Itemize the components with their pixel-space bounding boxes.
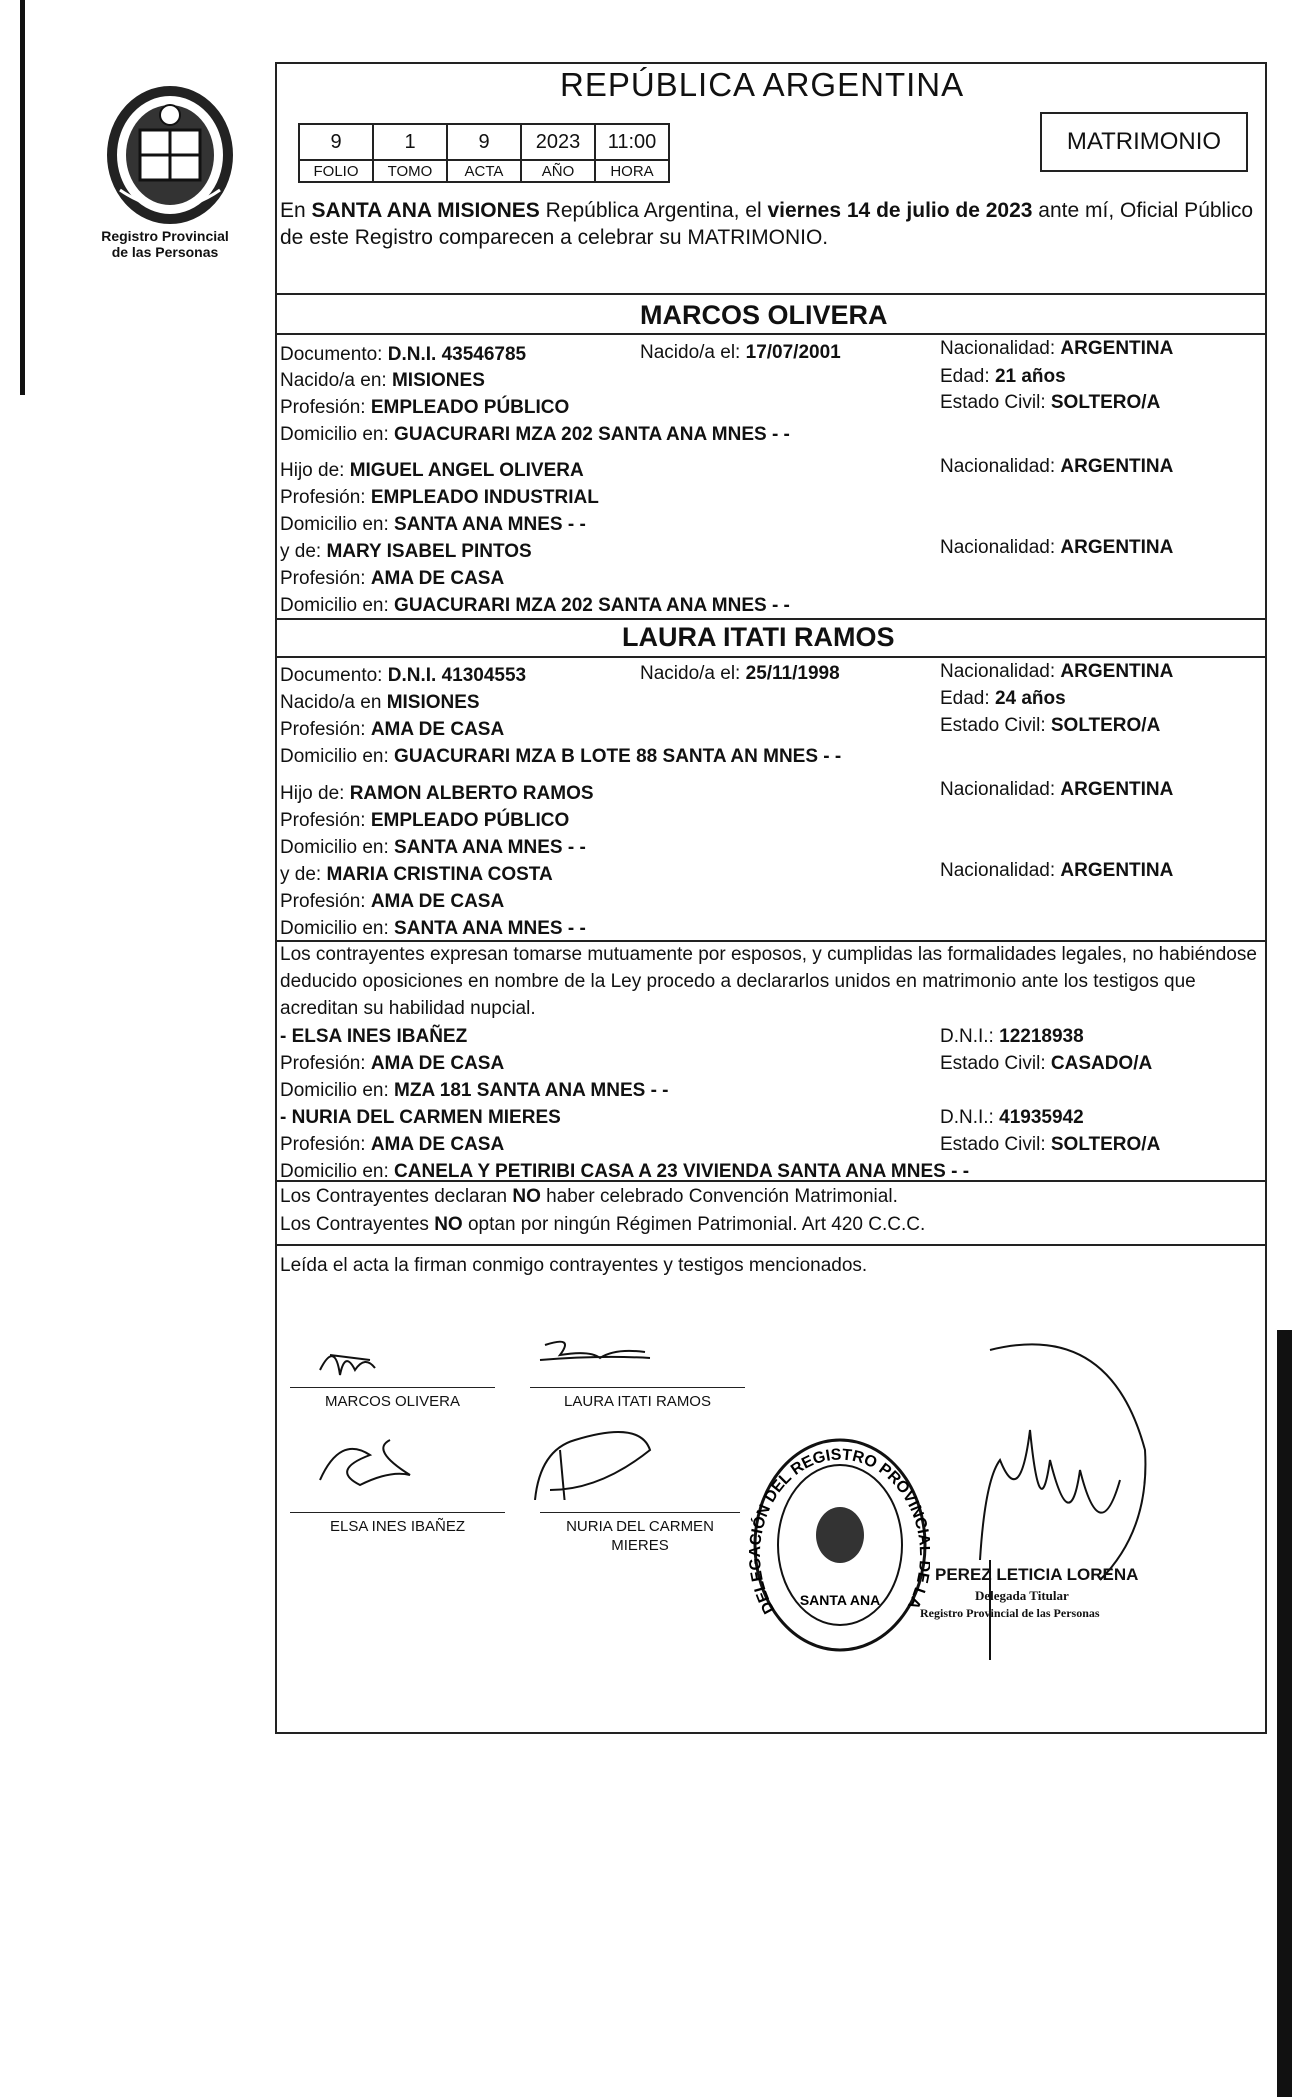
witness2-estado-civil: Estado Civil: SOLTERO/A: [940, 1134, 1161, 1155]
hora-value: 11:00: [595, 124, 669, 160]
spouse2-padre: Hijo de: RAMON ALBERTO RAMOS: [280, 783, 594, 804]
spouse1-profesion: Profesión: EMPLEADO PÚBLICO: [280, 397, 570, 418]
folio-value: 9: [299, 124, 373, 160]
declaration-paragraph: Los contrayentes expresan tomarse mutuamente por esposos, y cumplidas las formalidades legales, no habiéndose deducido oposiciones en nombre de la Ley procedo a declararlos unidos en matrimonio ante los testigos que acreditan su habilidad nupcial.: [280, 944, 1257, 1019]
witness1-domicilio: Domicilio en: MZA 181 SANTA ANA MNES - -: [280, 1080, 669, 1101]
signature-name-2: LAURA ITATI RAMOS: [564, 1393, 711, 1410]
divider: [275, 1244, 1267, 1246]
spouse2-nacido-en: Nacido/a en MISIONES: [280, 692, 480, 713]
intro-date: viernes 14 de julio de 2023: [767, 199, 1033, 222]
page-title: REPÚBLICA ARGENTINA: [560, 66, 965, 103]
spouse1-nacido-el: Nacido/a el: 17/07/2001: [640, 342, 841, 363]
convention-line-1: Los Contrayentes declaran NO haber celebrado Convención Matrimonial.: [280, 1186, 898, 1207]
spouse1-domicilio: Domicilio en: GUACURARI MZA 202 SANTA ANA MNES - -: [280, 424, 790, 445]
witness1-profesion: Profesión: AMA DE CASA: [280, 1053, 505, 1074]
spouse2-madre-nacionalidad: Nacionalidad: ARGENTINA: [940, 860, 1174, 881]
spouse2-estado-civil: Estado Civil: SOLTERO/A: [940, 715, 1161, 736]
signature-name-4: NURIA DEL CARMEN MIERES: [566, 1518, 714, 1554]
spouse1-edad: Edad: 21 años: [940, 366, 1066, 387]
acta-label: ACTA: [447, 160, 521, 182]
divider: [275, 293, 1267, 295]
hora-label: HORA: [595, 160, 669, 182]
spouse1-nacido-en: Nacido/a en: MISIONES: [280, 370, 485, 391]
spouse1-padre-profesion: Profesión: EMPLEADO INDUSTRIAL: [280, 487, 599, 508]
stamp-text: DELEGACIÓN DEL REGISTRO PROVINCI E LA: [746, 1446, 930, 1617]
spouse1-madre-domicilio: Domicilio en: GUACURARI MZA 202 SANTA ANA MNES - -: [280, 595, 790, 616]
spouse1-padre-domicilio: Domicilio en: SANTA ANA MNES - -: [280, 514, 586, 535]
witness2-name: - NURIA DEL CARMEN MIERES: [280, 1107, 561, 1128]
signature-line: [290, 1512, 505, 1513]
spouse2-madre-domicilio: Domicilio en: SANTA ANA MNES - -: [280, 918, 586, 939]
spouse2-documento: Documento: D.N.I. 41304553: [280, 665, 527, 686]
divider: [275, 333, 1267, 335]
spouse1-documento: Documento: D.N.I. 43546785: [280, 344, 527, 365]
spouse1-madre: y de: MARY ISABEL PINTOS: [280, 541, 532, 562]
spouse2-madre-profesion: Profesión: AMA DE CASA: [280, 891, 505, 912]
stamp-place: SANTA ANA: [799, 1592, 881, 1608]
witness1-name: - ELSA INES IBAÑEZ: [280, 1026, 468, 1047]
signature-scribbles: [300, 1330, 760, 1500]
spouse1-name: MARCOS OLIVERA: [640, 300, 888, 330]
spouse2-padre-profesion: Profesión: EMPLEADO PÚBLICO: [280, 810, 570, 831]
spouse2-edad: Edad: 24 años: [940, 688, 1066, 709]
witness1-dni: D.N.I.: 12218938: [940, 1026, 1084, 1047]
anio-value: 2023: [521, 124, 595, 160]
spouse1-madre-nacionalidad: Nacionalidad: ARGENTINA: [940, 537, 1174, 558]
spouse1-estado-civil: Estado Civil: SOLTERO/A: [940, 392, 1161, 413]
convention-line-2: Los Contrayentes NO optan por ningún Régimen Patrimonial. Art 420 C.C.C.: [280, 1214, 926, 1235]
spouse2-madre: y de: MARIA CRISTINA COSTA: [280, 864, 553, 885]
divider: [275, 1180, 1267, 1182]
official-name: PEREZ LETICIA LORENA: [935, 1565, 1139, 1584]
spouse2-name: LAURA ITATI RAMOS: [622, 622, 895, 652]
spouse2-padre-nacionalidad: Nacionalidad: ARGENTINA: [940, 779, 1174, 800]
signature-line: [540, 1512, 740, 1513]
signature-line: [290, 1387, 495, 1388]
tomo-label: TOMO: [373, 160, 447, 182]
official-role: Delegada Titular: [975, 1588, 1069, 1603]
closing-text: Leída el acta la firman conmigo contrayentes y testigos mencionados.: [280, 1255, 868, 1276]
intro-paragraph: En SANTA ANA MISIONES República Argentina, el viernes 14 de julio de 2023 ante mí, Oficial Público de este Registro comparecen a celebrar su MATRIMONIO.: [280, 199, 1254, 249]
witness2-dni: D.N.I.: 41935942: [940, 1107, 1084, 1128]
record-info-table: [298, 123, 670, 183]
anio-label: AÑO: [521, 160, 595, 182]
divider: [275, 618, 1267, 620]
witness1-estado-civil: Estado Civil: CASADO/A: [940, 1053, 1153, 1074]
spouse2-domicilio: Domicilio en: GUACURARI MZA B LOTE 88 SANTA AN MNES - -: [280, 746, 842, 767]
spouse1-padre-nacionalidad: Nacionalidad: ARGENTINA: [940, 456, 1174, 477]
signature-name-3: ELSA INES IBAÑEZ: [329, 1518, 466, 1535]
spouse2-nacionalidad: Nacionalidad: ARGENTINA: [940, 661, 1174, 682]
divider: [275, 656, 1267, 658]
witness2-domicilio: Domicilio en: CANELA Y PETIRIBI CASA A 23 VIVIENDA SANTA ANA MNES - -: [280, 1161, 970, 1182]
spouse2-nacido-el: Nacido/a el: 25/11/1998: [640, 663, 840, 684]
registry-label: Registro Provincial de las Personas: [101, 228, 229, 260]
spouse2-padre-domicilio: Domicilio en: SANTA ANA MNES - -: [280, 837, 586, 858]
tomo-value: 1: [373, 124, 447, 160]
witness2-profesion: Profesión: AMA DE CASA: [280, 1134, 505, 1155]
folio-label: FOLIO: [299, 160, 373, 182]
intro-place: SANTA ANA MISIONES: [311, 199, 540, 222]
spouse1-padre: Hijo de: MIGUEL ANGEL OLIVERA: [280, 460, 584, 481]
official-stamp: [745, 1430, 930, 1660]
official-org: Registro Provincial de las Personas: [920, 1606, 1100, 1620]
scan-edge-left: [20, 0, 25, 395]
spouse2-profesion: Profesión: AMA DE CASA: [280, 719, 505, 740]
spouse1-nacionalidad: Nacionalidad: ARGENTINA: [940, 338, 1174, 359]
spouse1-madre-profesion: Profesión: AMA DE CASA: [280, 568, 505, 589]
signature-name-1: MARCOS OLIVERA: [324, 1393, 461, 1410]
record-type: MATRIMONIO: [1040, 112, 1248, 172]
acta-value: 9: [447, 124, 521, 160]
scan-edge-right: [1277, 1330, 1292, 2097]
signature-line: [530, 1387, 745, 1388]
registry-logo: [100, 85, 240, 225]
